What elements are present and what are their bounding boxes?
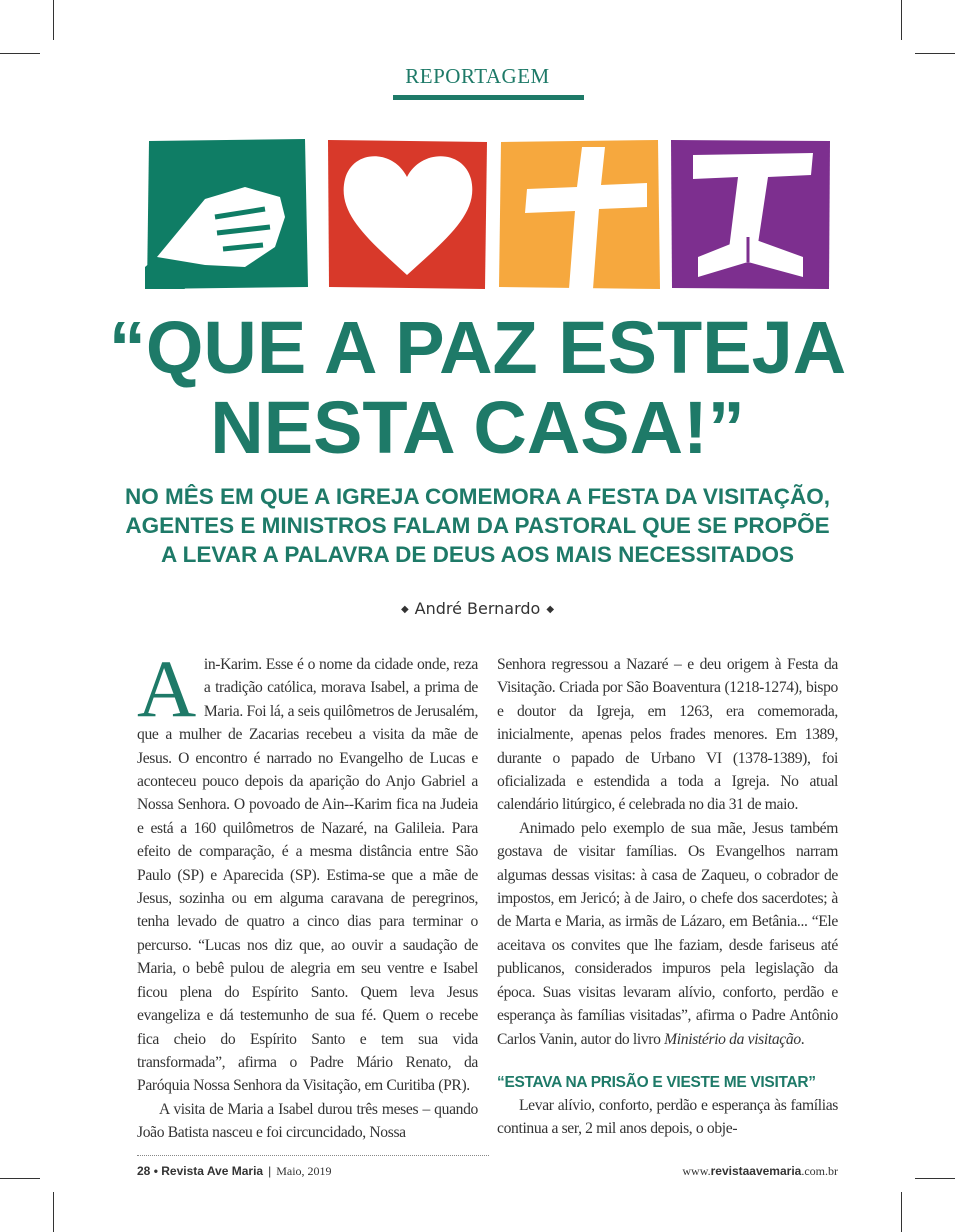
drop-cap: A [137, 643, 196, 734]
byline [0, 597, 955, 621]
paragraph [497, 817, 838, 1051]
subheadline-line: A LEVAR A PALAVRA DE DEUS AOS MAIS NECESSITADOS [161, 542, 794, 567]
headline [0, 308, 955, 468]
subheadline-line: NO MÊS EM QUE A IGREJA COMEMORA A FESTA DA VISITAÇÃO, [124, 484, 831, 509]
bullet: • [153, 1163, 158, 1178]
url-domain: revistaavemaria [710, 1163, 802, 1178]
crop-mark [0, 53, 40, 54]
cross-icon [497, 137, 662, 292]
section-underline [393, 95, 584, 100]
separator: | [268, 1163, 272, 1178]
diamond-icon: ◆ [400, 604, 409, 615]
article-body [137, 643, 838, 1145]
body-column-left [137, 643, 478, 1145]
book-title: Ministério da visitação [664, 1030, 801, 1048]
body-column-right [497, 653, 838, 1145]
section-subhead: “ESTAVA NA PRISÃO E VIESTE ME VISITAR” [497, 1073, 816, 1091]
subheadline [0, 482, 955, 569]
footer-divider [137, 1155, 489, 1156]
page-number: 28 [137, 1163, 151, 1178]
footer-folio [137, 1164, 489, 1179]
website-link[interactable] [682, 1164, 838, 1179]
handshake-icon [145, 137, 310, 292]
crop-mark [915, 53, 955, 54]
paragraph: Levar alívio, conforto, perdão e esperança às famílias continua a ser, 2 mil anos depois, o obje- [497, 1096, 838, 1138]
footer [137, 1155, 838, 1179]
section-label: REPORTAGEM [405, 64, 550, 88]
url-prefix: www. [682, 1163, 711, 1178]
url-suffix: .com.br [801, 1163, 838, 1178]
footer-left-block [137, 1155, 489, 1179]
headline-line: “QUE A PAZ ESTEJA [108, 306, 847, 389]
crop-mark [53, 0, 54, 40]
crop-mark [901, 0, 902, 40]
paragraph-text: in-Karim. Esse é o nome da cidade onde, reza a tradição católica, morava Isabel, a prima de Maria. Foi lá, a seis quilômetros de Jerusalém, que a mulher de Zacarias recebeu a visita da mãe de Jesus. O encontro é narrado no Evangelho de Lucas e aconteceu pouco depois da aparição do Anjo Gabriel a Nossa Senhora. O povoado de Ain--Karim fica na Judeia e está a 160 quilômetros de Nazaré, na Galileia. Para efeito de comparação, é a mesma distância entre São Paulo (SP) e Aparecida (SP). Estima-se que a mãe de Jesus, sozinha ou em alguma caravana de peregrinos, tenha levado de quatro a cinco dias para terminar o percurso. “Lucas nos diz que, ao ouvir a saudação de Maria, o bebê pulou de alegria em seu ventre e Isabel ficou plena do Espírito Santo. Quem leva Jesus evangeliza e dá testemunho de sua fé. Quem o recebe fica cheio do Espírito Santo e tem sua vida transformada”, afirma o Padre Mário Renato, da Paróquia Nossa Senhora da Visitação, em Curitiba (PR). [137, 656, 478, 1095]
issue-date: Maio, 2019 [276, 1163, 332, 1178]
paragraph: A visita de Maria a Isabel durou três meses – quando João Batista nasceu e foi circuncidado, Nossa [137, 1100, 478, 1142]
bible-cross-icon [668, 137, 833, 292]
magazine-name: Revista Ave Maria [161, 1163, 264, 1178]
crop-mark [901, 1192, 902, 1232]
diamond-icon: ◆ [546, 604, 555, 615]
author-name: André Bernardo [414, 599, 541, 618]
article [0, 308, 955, 1179]
paragraph-text: . [800, 1030, 805, 1048]
paragraph [137, 643, 478, 1098]
paragraph: Senhora regressou a Nazaré – e deu origem à Festa da Visitação. Criada por São Boaventura (1218-1274), bispo e doutor da Igreja, em 1263, era comemorada, inicialmente, apenas pelos frades menores. Em 1389, durante o papado de Urbano VI (1378-1389), foi oficializada e estendida a toda a Igreja. No atual calendário litúrgico, é celebrada no dia 31 de maio. [497, 656, 838, 814]
subheadline-line: AGENTES E MINISTROS FALAM DA PASTORAL QUE SE PROPÕE [125, 513, 830, 538]
paragraph-text: Animado pelo exemplo de sua mãe, Jesus também gostava de visitar famílias. Os Evangelhos narram algumas dessas visitas: à casa de Zaqueu, o cobrador de impostos, em Jericó; à de Jairo, o chefe dos sacerdotes; à de Marta e Maria, as irmãs de Lázaro, em Betânia... “Ele aceitava os convites que lhe faziam, desde fariseus até publicanos, considerados impuros pela legislação da época. Suas visitas levaram alívio, conforto, perdão e esperança às famílias visitadas”, afirma o Padre Antônio Carlos Vanin, autor do livro [497, 819, 838, 1048]
crop-mark [53, 1192, 54, 1232]
headline-line: NESTA CASA!” [210, 386, 745, 469]
heart-icon [325, 137, 490, 292]
